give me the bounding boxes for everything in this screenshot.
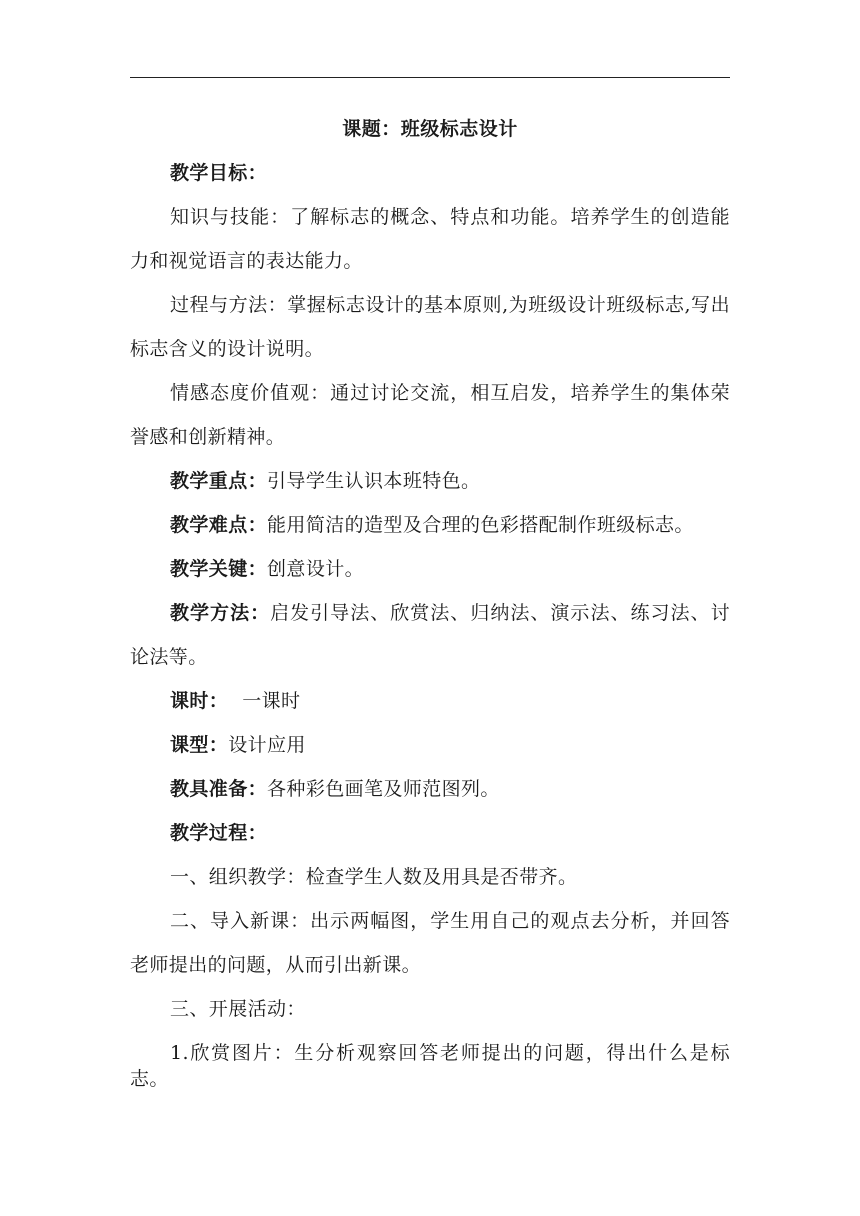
teaching-key [130, 556, 730, 582]
process-heading [130, 820, 730, 846]
teaching-keypoint [130, 468, 730, 494]
hours-text: 一课时 [242, 690, 301, 712]
keypoint-text: 引导学生认识本班特色。 [267, 470, 481, 492]
teaching-difficulty [130, 512, 730, 538]
objective-knowledge: 知识与技能：了解标志的概念、特点和功能。培养学生的创造能力和视觉语言的表达能力。 [130, 206, 730, 272]
hours-label: 课时： [170, 690, 229, 712]
key-label: 教学关键： [170, 558, 268, 580]
step-3: 三、开展活动： [170, 998, 306, 1020]
type-label: 课型： [170, 734, 229, 756]
process-heading-text: 教学过程： [170, 822, 268, 844]
lesson-title: 课题：班级标志设计 [342, 118, 518, 140]
method-text: 启发引导法、欣赏法、归纳法、演示法、练习法、讨论法等。 [130, 602, 730, 668]
key-text: 创意设计。 [267, 558, 365, 580]
difficulty-label: 教学难点： [170, 514, 268, 536]
method-label: 教学方法： [170, 602, 271, 624]
tools-label: 教具准备： [170, 778, 268, 800]
teaching-method [130, 591, 730, 679]
objectives-heading [130, 160, 730, 186]
lesson-type [130, 732, 730, 758]
teaching-tools [130, 776, 730, 802]
document-body [130, 116, 730, 1110]
type-text: 设计应用 [228, 734, 306, 756]
objective-emotion: 情感态度价值观：通过讨论交流，相互启发，培养学生的集体荣誉感和创新精神。 [130, 382, 730, 448]
difficulty-text: 能用简洁的造型及合理的色彩搭配制作班级标志。 [267, 514, 694, 536]
header-rule [130, 77, 730, 78]
step-1: 一、组织教学：检查学生人数及用具是否带齐。 [170, 866, 578, 888]
class-hours [130, 688, 730, 714]
tools-text: 各种彩色画笔及师范图列。 [267, 778, 500, 800]
keypoint-label: 教学重点： [170, 470, 268, 492]
objective-process: 过程与方法：掌握标志设计的基本原则,为班级设计班级标志,写出标志含义的设计说明。 [130, 294, 730, 360]
objectives-heading-text: 教学目标： [170, 162, 268, 184]
step-3-1: 1.欣赏图片：生分析观察回答老师提出的问题，得出什么是标志。 [130, 1042, 730, 1090]
step-2: 二、导入新课：出示两幅图，学生用自己的观点去分析，并回答老师提出的问题，从而引出新课。 [130, 910, 730, 976]
